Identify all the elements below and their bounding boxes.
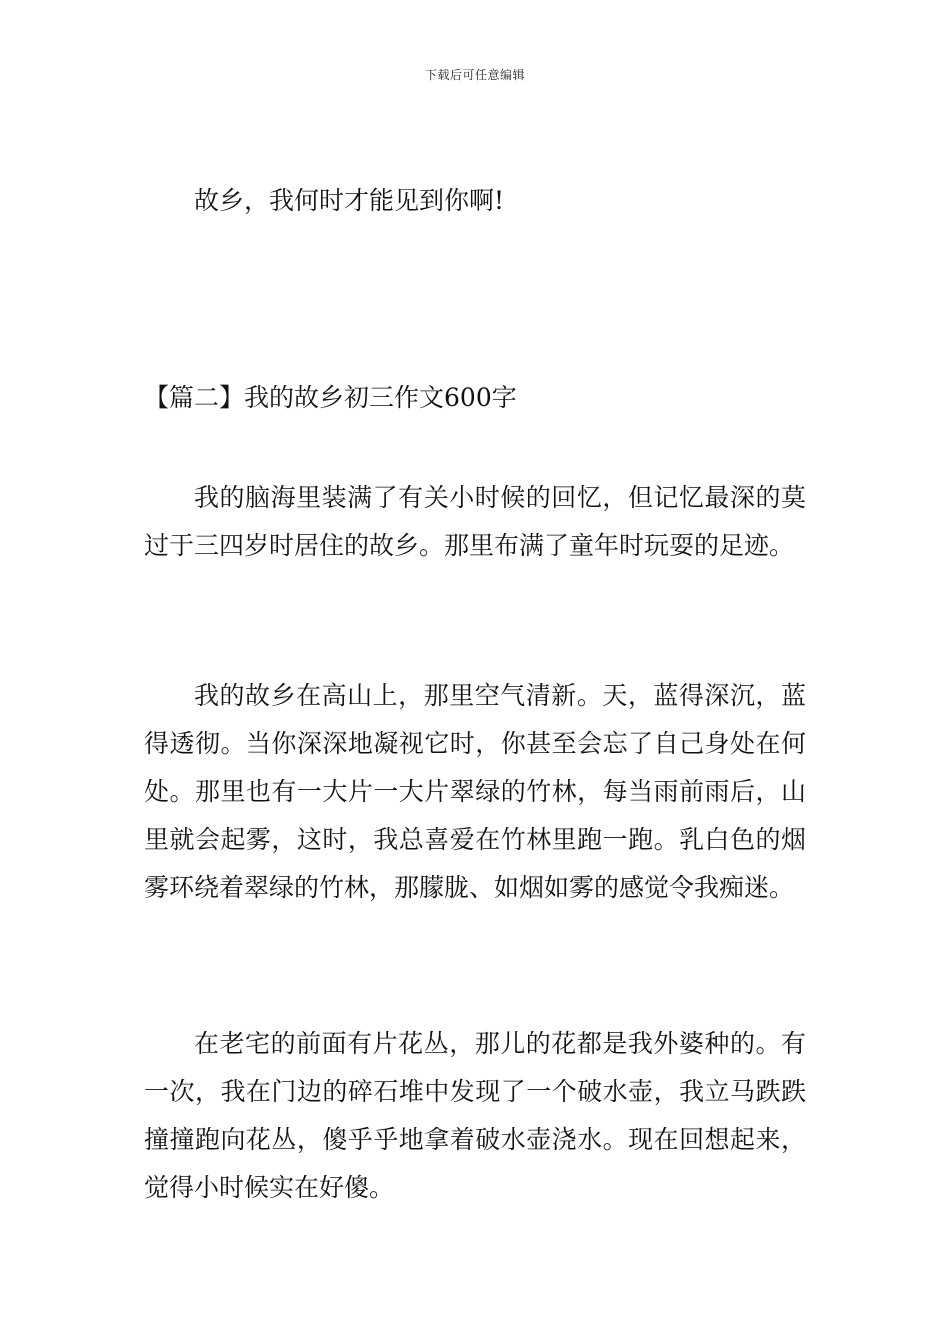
section-title: 【篇二】我的故乡初三作文600字	[144, 383, 517, 412]
paragraph-1: 我的脑海里装满了有关小时候的回忆，但记忆最深的莫过于三四岁时居住的故乡。那里布满了童年时玩耍的足迹。	[144, 483, 806, 560]
paragraph-2: 我的故乡在高山上，那里空气清新。天，蓝得深沉，蓝得透彻。当你深深地凝视它时，你甚至会忘了自己身处在何处。那里也有一大片一大片翠绿的竹林，每当雨前雨后，山里就会起雾，这时，我总喜爱在竹林里跑一跑。乳白色的烟雾环绕着翠绿的竹林，那朦胧、如烟如雾的感觉令我痴迷。	[144, 681, 806, 902]
paragraph-3: 在老宅的前面有片花丛，那儿的花都是我外婆种的。有一次，我在门边的碎石堆中发现了一个破水壶，我立马跌跌撞撞跑向花丛，傻乎乎地拿着破水壶浇水。现在回想起来，觉得小时候实在好傻。	[144, 1029, 806, 1202]
closing-line: 故乡，我何时才能见到你啊!	[194, 186, 505, 215]
page-header: 下载后可任意编辑	[424, 68, 525, 82]
